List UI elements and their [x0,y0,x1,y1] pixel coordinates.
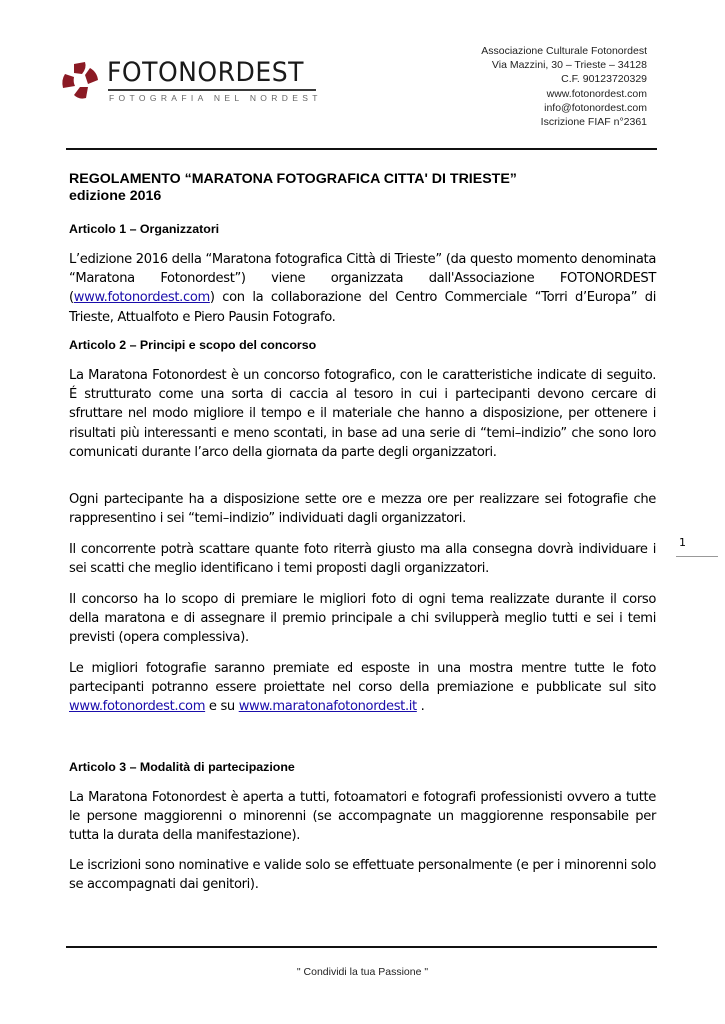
paragraph-text: e su [205,699,239,715]
shutter-aperture-icon [60,60,100,100]
paragraph-text: . [416,699,425,715]
address-line-fiaf: Iscrizione FIAF n°2361 [540,116,647,129]
article-3-paragraph-1: La Maratona Fotonordest è aperta a tutti, fotoamatori e fotografi professionisti ovvero a tutte le persone maggiorenni o minorenni (se accompagnate un maggiorenne responsabile per tutta la durata della manifestazione). [69,790,656,844]
address-line-email[interactable]: info@fotonordest.com [544,101,647,114]
page-number-underline [676,556,718,557]
fotonordest-link[interactable]: www.fotonordest.com [69,699,206,715]
article-1-heading: Articolo 1 – Organizzatori [69,222,220,236]
logo-title: FOTONORDEST [107,57,304,88]
document-title-main: REGOLAMENTO “MARATONA FOTOGRAFICA CITTA' DI TRIESTE” [69,171,517,187]
page-number: 1 [679,536,686,549]
article-2-paragraph-2: Ogni partecipante ha a disposizione sette ore e mezza ore per realizzare sei fotografie che rappresentino i sei “temi–indizio” individuati dagli organizzatori. [69,492,656,527]
article-1-paragraph [69,250,656,327]
footer-divider [66,946,657,948]
logo-subtitle: FOTOGRAFIA NEL NORDEST [109,93,322,103]
paragraph-text: ) con la collaborazione del Centro Commerciale “Torri d’Europa” di Trieste, Attualfoto e Piero Pausin Fotografo. [69,290,656,325]
header-divider [66,148,657,150]
logo-divider [108,89,316,91]
article-2-paragraph-4: Il concorso ha lo scopo di premiare le migliori foto di ogni tema realizzate durante il corso della maratona e di assegnare il premio principale a chi svilupperà meglio tutti e sei i temi previsti (opera complessiva). [69,592,656,646]
paragraph-text: L’edizione 2016 della “Maratona fotografica Città di Trieste” (da questo momento denominata “Maratona Fotonordest”) viene organizzata dall'Associazione FOTONORDEST ( [69,252,656,306]
address-line-tax-code: C.F. 90123720329 [561,73,647,86]
document-title [69,171,517,205]
article-2-heading: Articolo 2 – Principi e scopo del concorso [69,338,317,352]
article-2-paragraph-5 [69,659,656,717]
article-3-paragraph-2: Le iscrizioni sono nominative e valide solo se effettuate personalmente (e per i minorenni solo se accompagnati dai genitori). [69,858,656,893]
fotonordest-logo [60,58,330,106]
address-line-website[interactable]: www.fotonordest.com [546,87,647,100]
article-3-heading: Articolo 3 – Modalità di partecipazione [69,760,295,774]
address-line-name: Associazione Culturale Fotonordest [481,45,647,57]
article-2-paragraph-3: Il concorrente potrà scattare quante foto riterrà giusto ma alla consegna dovrà individuare i sei scatti che meglio identificano i temi proposti dagli organizzatori. [69,542,656,577]
fotonordest-link[interactable]: www.fotonordest.com [73,290,210,306]
document-title-edition: edizione 2016 [69,188,162,204]
paragraph-text: Le migliori fotografie saranno premiate ed esposte in una mostra mentre tutte le foto partecipanti potranno essere proiettate nel corso della premiazione e pubblicate sul sito [69,661,656,696]
address-line-street: Via Mazzini, 30 – Trieste – 34128 [491,59,647,72]
article-2-paragraph-1: La Maratona Fotonordest è un concorso fotografico, con le caratteristiche indicate di seguito. É strutturato come una sorta di caccia al tesoro in cui i partecipanti devono cercare di sfruttare nel modo migliore il tempo e il materiale che hanno a disposizione, per ottenere i risultati più interessanti e meno scontati, in base ad una serie di “temi–indizio” che sono loro comunicati durante l’arco della giornata da parte degli organizzatori. [69,368,656,460]
footer-motto: " Condividi la tua Passione " [296,966,429,978]
maratonafotonordest-link[interactable]: www.maratonafotonordest.it [238,699,417,715]
association-address [481,44,647,129]
